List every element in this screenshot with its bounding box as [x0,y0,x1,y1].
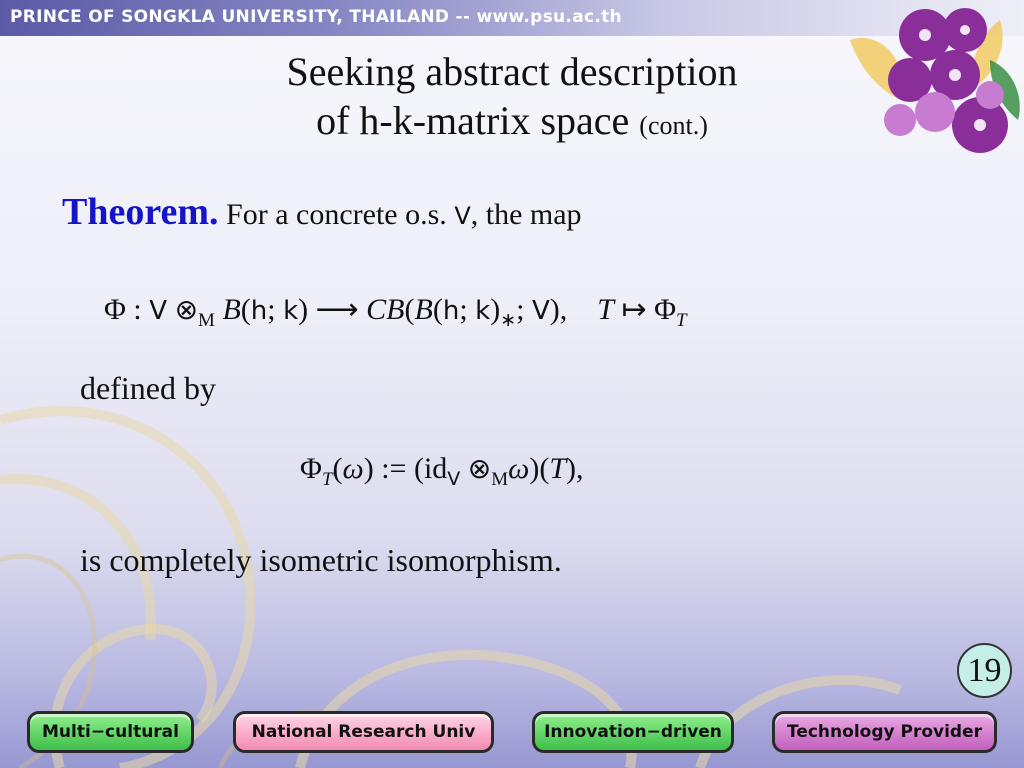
theorem-keyword: Theorem. [62,191,219,233]
innovation-driven-button[interactable]: Innovation−driven [532,711,734,753]
technology-provider-button[interactable]: Technology Provider [772,711,997,753]
map-equation: Φ : V $\otimes_M$ B(h; k) ⟶ CB(B(h; $k)_∗$; V), T ↦ $\Phi_T$ [104,293,687,331]
university-header: PRINCE OF SONGKLA UNIVERSITY, THAILAND -- www.psu.ac.th [10,7,622,27]
national-research-univ-button[interactable]: National Research Univ [233,711,494,753]
page-number: 19 [957,643,1012,698]
theorem-tail: , the map [470,198,582,231]
defined-by-text: defined by [80,370,216,406]
orchid-decoration-icon [840,0,1024,170]
space-symbol: V [454,202,471,230]
slide-title-line1: Seeking abstract description [286,49,738,94]
slide-title-suffix: (cont.) [639,111,708,140]
theorem-lead: For a concrete o.s. [226,198,447,231]
slide-title-line2 [200,97,824,150]
theorem-statement [62,190,582,234]
definition-equation: $\Phi_T(\omega)$ := ($id_V$ $\otimes_M\omega)(T)$, [300,452,584,490]
conclusion-text: is completely isometric isomorphism. [80,542,562,578]
multicultural-button[interactable]: Multi−cultural [27,711,194,753]
slide-title-main: of h-k-matrix space [316,98,630,143]
